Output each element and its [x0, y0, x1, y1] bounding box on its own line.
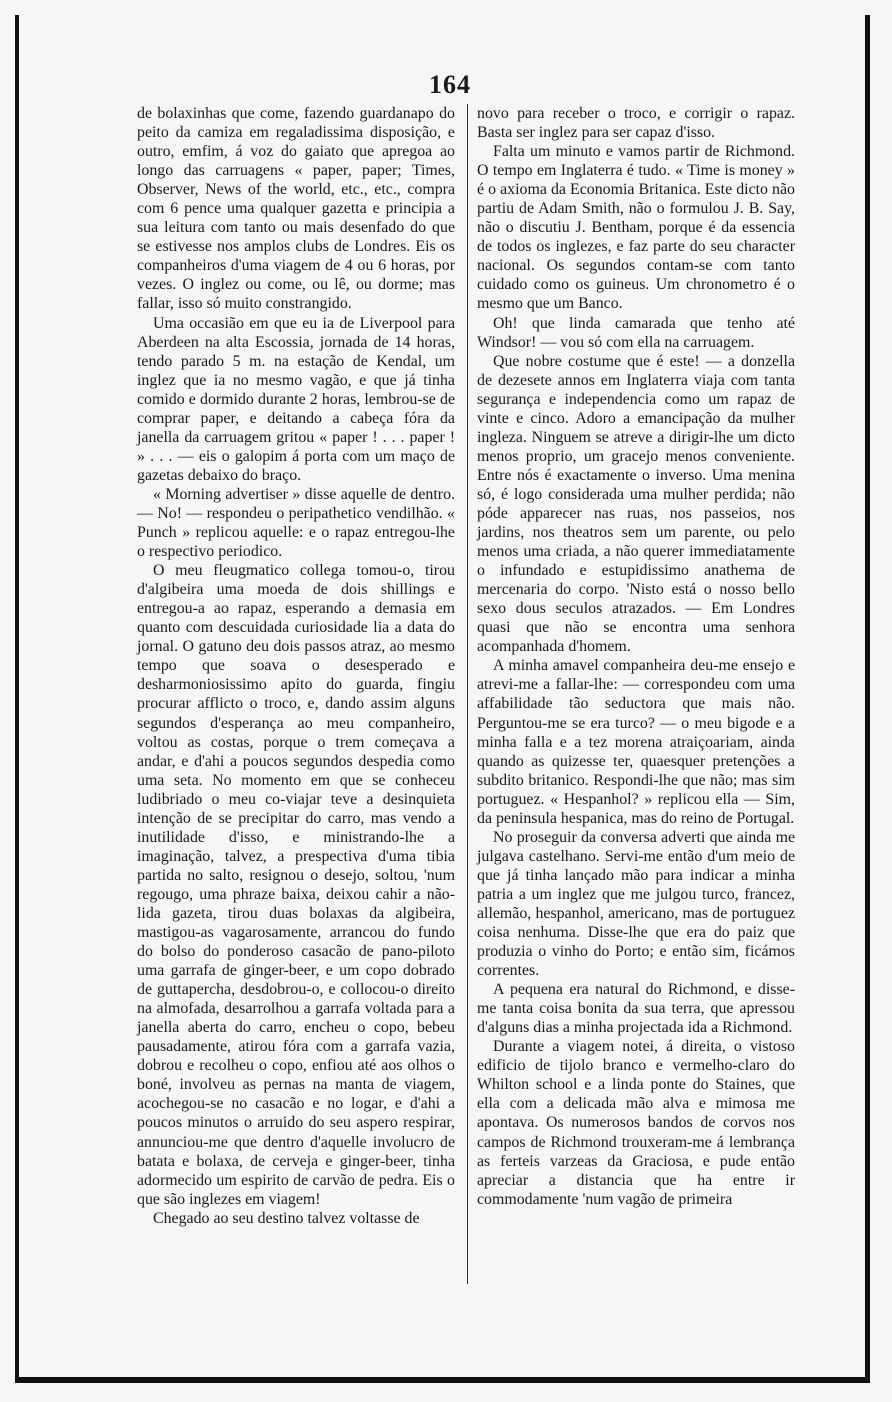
left-paragraph-4: O meu fleugmatico collega tomou-o, tirou d'algibeira uma moeda de dois shillings e entregou-a ao rapaz, esperando a demasia em quanto com descuidada curiosidade lia a data do jornal. O gatuno deu dois passos atraz, ao mesmo tempo que soava o desesperado e desharmoniosissimo apito do guarda, fingiu procurar afflicto o troco, e, dando assim alguns segundos d'esperança ao meu companheiro, voltou as costas, porque o trem começava a andar, e d'ahi a poucos segundos despedia como uma seta. No momento em que se conheceu ludibriado o meu co-viajar teve a desinquieta intenção de se precipitar do carro, mas vendo a inutilidade d'isso, e ministrando-lhe a imaginação, talvez, a prespectiva d'uma tibia partida no salto, resignou o desejo, soltou, 'num regougo, uma phraze baixa, deixou cahir a não-lida gazeta, tirou duas bolaxas da algibeira, mastigou-as vagarosamente, arrancou do fundo do bolso do ponderoso casacão de pano-piloto uma garrafa de ginger-beer, e um copo dobrado de guttapercha, desdobrou-o, e collocou-o direito na almofada, desarrolhou a garrafa voltada para a janella aberta do carro, encheu o copo, bebeu pausadamente, atirou fóra com a garrafa vazia, dobrou e recolheu o copo, enfiou até aos olhos o boné, involveu as pernas na manta de viagem, acochegou-se no casacão e no logar, e d'ahi a poucos minutos o arruido do seu aspero respirar, annunciou-me que dentro d'aquelle involucro de batata e bolaxa, de cerveja e ginger-beer, tinha adormecido um espirito de carvão de pedra. Eis o que são inglezes em viagem! [137, 562, 455, 1208]
right-paragraph-8: Durante a viagem notei, á direita, o vistoso edificio de tijolo branco e vermelho-claro do Whilton school e a linda ponte do Staines, que ella com a delicada mão alva e mimosa me apontava. Os numerosos bandos de corvos nos campos de Richmond trouxeram-me á lembrança as ferteis varzeas da Graciosa, e pude então apreciar a distancia que ha entre ir commodamente 'num vagão de primeira [477, 1038, 795, 1208]
column-divider [467, 104, 468, 1284]
right-paragraph-2: Falta um minuto e vamos partir de Richmond. O tempo em Inglaterra é tudo. « Time is money » é o axioma da Economia Britanica. Este dicto não partiu de Adam Smith, não o formulou J. B. Say, não o discutiu J. Bentham, porque é da essencia de todos os inglezes, e faz parte do seu character nacional. Os segundos contam-se com tanto cuidado como os guineus. Um chronometro é o mesmo que um Banco. [477, 143, 795, 313]
left-paragraph-5: Chegado ao seu destino talvez voltasse de [153, 1209, 420, 1227]
right-paragraph-5: A minha amavel companheira deu-me ensejo e atrevi-me a fallar-lhe: — correspondeu com uma affabilidade tão seductora que mais não. Perguntou-me se era turco? — o meu bigode e a minha falla e a tez morena atraiçoariam, ainda quando as quizesse ter, quaesquer pretenções a subdito britanico. Respondi-lhe que não; mas sim portuguez. « Hespanhol? » replicou ella — Sim, da peninsula hespanica, mas do reino de Portugal. [477, 657, 795, 827]
right-paragraph-3: Oh! que linda camarada que tenho até Windsor! — vou só com ella na carruagem. [477, 314, 795, 351]
right-paragraph-7: A pequena era natural do Richmond, e disse-me tanta coisa bonita da sua terra, que apressou d'alguns dias a minha projectada ida a Richmond. [477, 981, 795, 1037]
left-column [137, 104, 455, 1228]
right-paragraph-6: No proseguir da conversa adverti que ainda me julgava castelhano. Servi-me então d'um meio de que já tinha lançado mão para indicar a minha patria a um inglez que me julgou turco, francez, allemão, hespanhol, americano, mas de portuguez coisa nenhuma. Disse-lhe que era do paiz que produzia o vinho do Porto; e então sim, ficámos correntes. [477, 828, 795, 980]
right-column [477, 104, 795, 1209]
right-paragraph-1: novo para receber o troco, e corrigir o rapaz. Basta ser inglez para ser capaz d'isso. [477, 105, 795, 142]
left-paragraph-2: Uma occasião em que eu ia de Liverpool para Aberdeen na alta Escossia, jornada de 14 horas, tendo parado 5 m. na estação de Kendal, um inglez que ia no mesmo vagão, e que já tinha comido e dormido durante 2 horas, lembrou-se de comprar paper, e deitando a cabeça fóra da janella da carruagem gritou « paper ! . . . paper ! » . . . — eis o galopim á porta com um maço de gazetas debaixo do braço. [137, 314, 455, 484]
left-paragraph-3: « Morning advertiser » disse aquelle de dentro. — No! — respondeu o peripathetico vendilhão. « Punch » replicou aquelle: e o rapaz entregou-lhe o respectivo periodico. [137, 485, 455, 561]
page-number: 164 [429, 70, 471, 99]
left-paragraph-1: de bolaxinhas que come, fazendo guardanapo do peito da camiza em regaladissima disposição, e outro, emfim, á voz do gaiato que apregoa ao longo das carruagens « paper, paper; Times, Observer, News of the world, etc., etc., compra com 6 pence uma qualquer gazetta e principia a sua leitura com tanto ou mais desenfado do que se estivesse nos amplos clubs de Londres. Eis os companheiros d'uma viagem de 4 ou 6 horas, por vezes. O inglez ou come, ou lê, ou dorme; mas fallar, isso só muito constrangido. [137, 105, 455, 313]
right-paragraph-4: Que nobre costume que é este! — a donzella de dezesete annos em Inglaterra viaja com tanta segurança e independencia como um rapaz de vinte e cinco. Adoro a emancipação da mulher ingleza. Ninguem se atreve a dirigir-lhe um dicto menos proprio, um gracejo menos conveniente. Entre nós é exactamente o inverso. Uma menina só, é logo considerada uma mulher perdida; não póde apparecer nas ruas, nos passeios, nos jardins, nos theatros sem um parente, ou pelo menos uma criada, a não querer immediatamente o infundado e estupidissimo anathema de mercenaria do corpo. 'Nisto está o nosso bello sexo dous seculos atrazados. — Em Londres quasi que não se encontra uma senhora acompanhada d'homem. [477, 352, 795, 656]
